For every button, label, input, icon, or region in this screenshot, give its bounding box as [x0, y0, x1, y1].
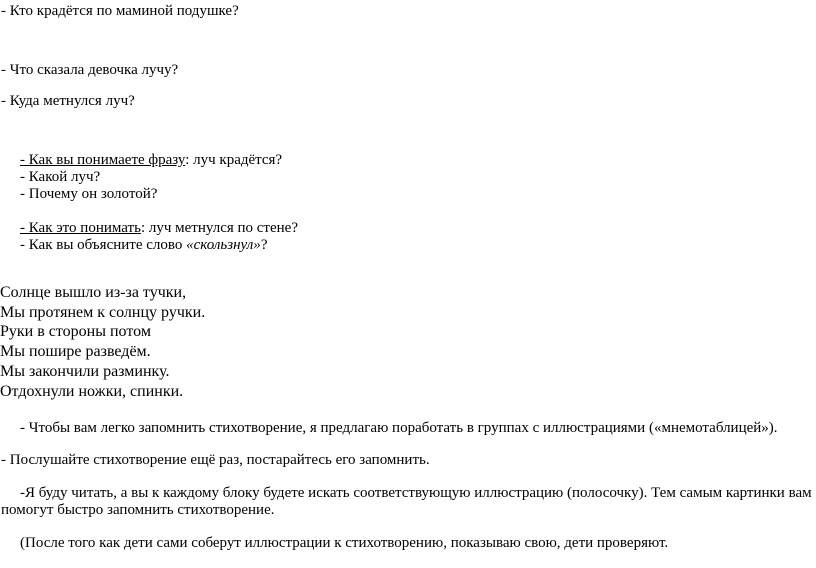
question-why-golden: - Почему он золотой?: [20, 186, 158, 202]
question-what-girl-said: - Что сказала девочка лучу?: [1, 62, 179, 78]
poem-line: Мы закончили разминку.: [0, 363, 170, 380]
question-how-understand-underlined: - Как это понимать: [20, 220, 141, 236]
question-how-understand: [20, 221, 298, 236]
instruction-paragraph: -Я буду читать, а вы к каждому блоку будете искать соответствующую иллюстрацию (полосочку). Тем самым картинки вам: [20, 485, 812, 501]
instruction-paragraph: - Чтобы вам легко запомнить стихотворение, я предлагаю поработать в группах с иллюстрациями («мнемотаблицей»).: [20, 420, 778, 436]
poem-line: Солнце вышло из-за тучки,: [0, 284, 187, 301]
question-who-sneaks: - Кто крадётся по маминой подушке?: [1, 3, 239, 19]
poem-line: Отдохнули ножки, спинки.: [0, 383, 184, 400]
instruction-paragraph: (После того как дети сами соберут иллюстрации к стихотворению, показываю свою, дети проверяют.: [20, 535, 669, 551]
question-explain-word-italic: «скользнул»: [186, 237, 261, 253]
question-understand-phrase: [20, 153, 282, 168]
question-understand-phrase-underlined: - Как вы понимаете фразу: [20, 152, 186, 168]
question-explain-word: [20, 238, 267, 253]
question-how-understand-rest: : луч метнулся по стене?: [140, 220, 298, 236]
poem-line: Руки в стороны потом: [0, 323, 151, 340]
instruction-paragraph-continued: помогут быстро запомнить стихотворение.: [1, 502, 275, 518]
question-explain-word-suffix: ?: [260, 237, 268, 253]
question-explain-word-prefix: - Как вы объясните слово: [20, 237, 187, 253]
poem-line: Мы протянем к солнцу ручки.: [0, 304, 206, 321]
question-understand-phrase-rest: : луч крадётся?: [185, 152, 283, 168]
poem-line: Мы пошире разведём.: [0, 343, 151, 360]
instruction-paragraph: - Послушайте стихотворение ещё раз, постарайтесь его запомнить.: [1, 452, 430, 468]
question-which-ray: - Какой луч?: [20, 169, 101, 185]
question-where-ray-rushed: - Куда метнулся луч?: [1, 93, 135, 109]
